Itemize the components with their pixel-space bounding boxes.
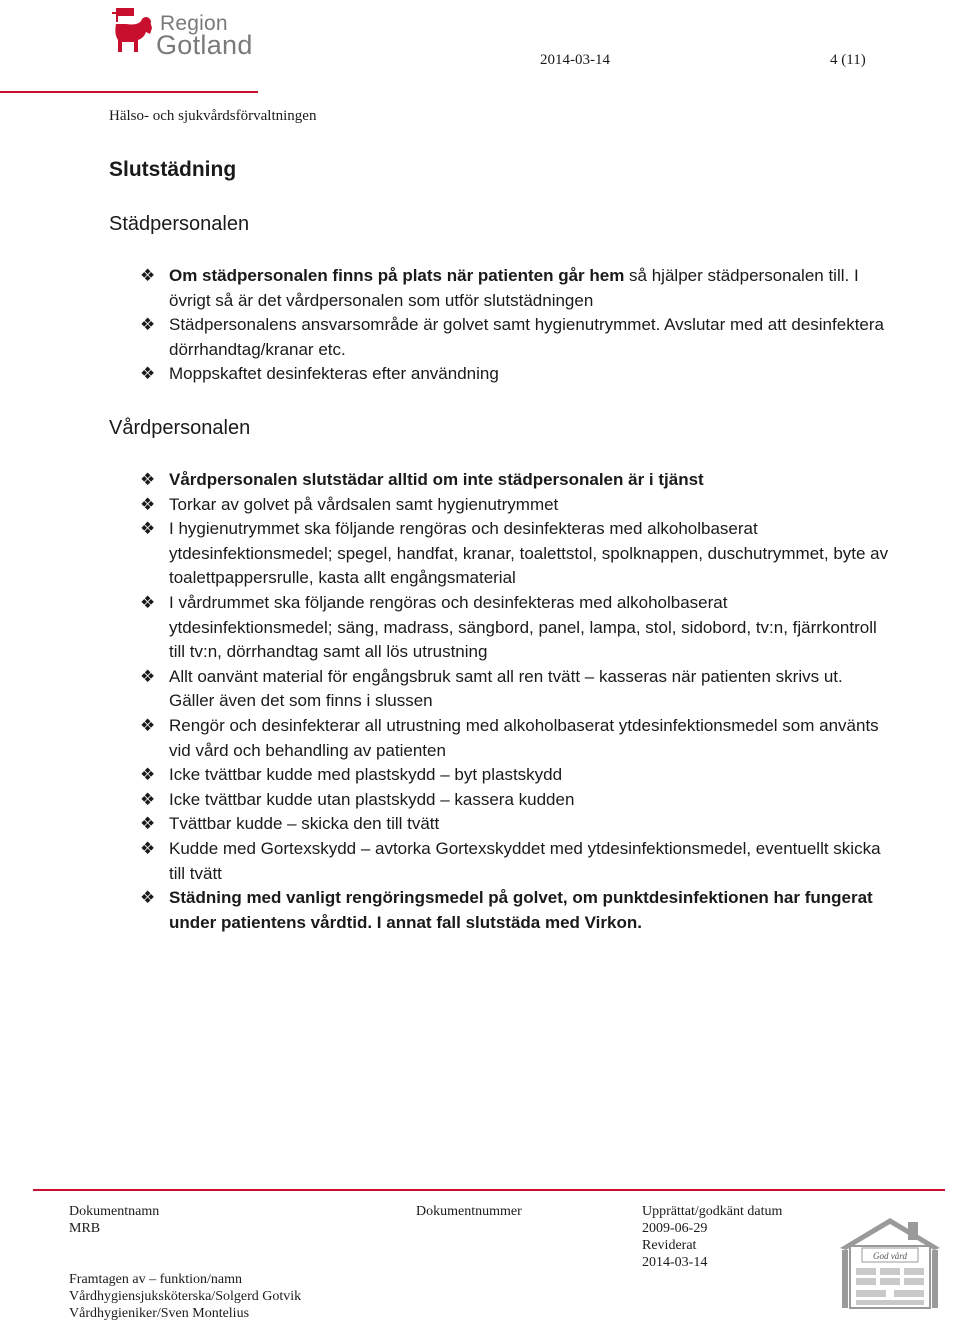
list-item: [0, 788, 960, 813]
diamond-bullet-icon: ❖: [140, 494, 156, 514]
diamond-bullet-icon: ❖: [140, 519, 156, 539]
diamond-bullet-icon: ❖: [140, 888, 156, 908]
item-bold-text: Om städpersonalen finns på plats när patienten går hem: [169, 266, 625, 285]
header-date: 2014-03-14: [540, 52, 610, 68]
diamond-bullet-icon: ❖: [140, 666, 156, 686]
ram-emblem-icon: [110, 4, 156, 54]
item-text: så hjälper städpersonalen till. I övrigt så är det vårdpersonalen som utför slutstädningen: [169, 266, 859, 310]
item-text: Städpersonalens ansvarsområde är golvet samt hygienutrymmet. Avslutar med att desinfektera dörrhandtag/kranar etc.: [169, 315, 884, 359]
doc-number-label: Dokumentnummer: [416, 1204, 522, 1219]
item-text: Kudde med Gortexskydd – avtorka Gortexskyddet med ytdesinfektionsmedel, eventuellt skicka till tvätt: [169, 838, 881, 883]
logo-text-region: Region: [160, 12, 228, 35]
list-item: [0, 812, 960, 837]
diamond-bullet-icon: ❖: [140, 592, 156, 612]
doc-name-label: Dokumentnamn: [69, 1204, 160, 1219]
item-text: Torkar av golvet på vårdsalen samt hygienutrymmet: [169, 494, 559, 514]
diamond-bullet-icon: ❖: [140, 814, 156, 834]
diamond-bullet-icon: ❖: [140, 715, 156, 735]
item-text: Icke tvättbar kudde med plastskydd – byt plastskydd: [169, 765, 563, 785]
list-item: [0, 468, 960, 493]
list-item: [0, 714, 960, 763]
list-item: [0, 886, 960, 935]
item-text: Rengör och desinfekterar all utrustning med alkoholbaserat ytdesinfektionsmedel som använts vid vård och behandling av patienten: [169, 715, 879, 760]
house-badge-icon: [836, 1214, 944, 1310]
header-divider: [0, 91, 258, 93]
list-item: [0, 264, 960, 313]
item-bold-text: Städning med vanligt rengöringsmedel på golvet, om punktdesinfektionen har fungerat under patientens vårdtid. I annat fall slutstäda med Virkon.: [169, 888, 873, 932]
vardpersonalen-list: [0, 468, 960, 935]
diamond-bullet-icon: ❖: [140, 789, 156, 809]
diamond-bullet-icon: ❖: [140, 765, 156, 785]
footer-divider: [33, 1189, 945, 1191]
list-item: [0, 837, 960, 886]
list-item: [0, 665, 960, 714]
list-item: [0, 763, 960, 788]
list-item: [0, 313, 960, 362]
diamond-bullet-icon: ❖: [140, 470, 156, 489]
item-text: Allt oanvänt material för engångsbruk samt all ren tvätt – kasseras när patienten skrivs ut. Gäller även det som finns i slussen: [169, 666, 843, 711]
item-text: Moppskaftet desinfekteras efter användning: [169, 364, 499, 384]
revised-date: 2014-03-14: [642, 1255, 708, 1270]
diamond-bullet-icon: ❖: [140, 364, 156, 384]
diamond-bullet-icon: ❖: [140, 838, 156, 858]
badge-text: God vård: [873, 1251, 907, 1261]
author-2: Vårdhygieniker/Sven Montelius: [69, 1306, 250, 1321]
list-item: [0, 493, 960, 518]
stadpersonalen-list: [0, 264, 960, 387]
author-1: Vårdhygiensjuksköterska/Solgerd Gotvik: [69, 1289, 302, 1304]
section-heading-vardpersonalen: Vårdpersonalen: [109, 417, 251, 439]
page-number: 4 (11): [830, 52, 866, 68]
item-text: I vårdrummet ska följande rengöras och desinfekteras med alkoholbaserat ytdesinfektionsmedel; säng, madrass, sängbord, panel, lampa, stol, sidobord, tv:n, fjärrkontroll till tv:n, dörrhandtag samt all lös utrustning: [169, 592, 877, 662]
revised-label: Reviderat: [642, 1238, 697, 1253]
produced-by-label: Framtagen av – funktion/namn: [69, 1272, 243, 1287]
item-text: Icke tvättbar kudde utan plastskydd – kassera kudden: [169, 789, 575, 809]
item-text: I hygienutrymmet ska följande rengöras och desinfekteras med alkoholbaserat ytdesinfektionsmedel; spegel, handfat, kranar, toalettstol, spolknappen, duschutrymmet, byte av toalettpappersrulle, kasta allt engångsmaterial: [169, 519, 889, 588]
document-title: Slutstädning: [109, 158, 237, 181]
doc-name-value: MRB: [69, 1221, 101, 1236]
approved-label: Upprättat/godkänt datum: [642, 1204, 783, 1219]
diamond-bullet-icon: ❖: [140, 266, 156, 285]
item-text: Tvättbar kudde – skicka den till tvätt: [169, 814, 440, 834]
list-item: [0, 362, 960, 387]
region-gotland-logo: [110, 2, 253, 60]
department-name: Hälso- och sjukvårdsförvaltningen: [109, 108, 317, 124]
approved-date: 2009-06-29: [642, 1221, 708, 1236]
section-heading-stadpersonalen: Städpersonalen: [109, 213, 250, 235]
list-item: [0, 517, 960, 591]
diamond-bullet-icon: ❖: [140, 315, 156, 335]
item-bold-text: Vårdpersonalen slutstädar alltid om inte städpersonalen är i tjänst: [169, 470, 704, 489]
logo-text-gotland: Gotland: [156, 30, 253, 60]
list-item: [0, 591, 960, 665]
